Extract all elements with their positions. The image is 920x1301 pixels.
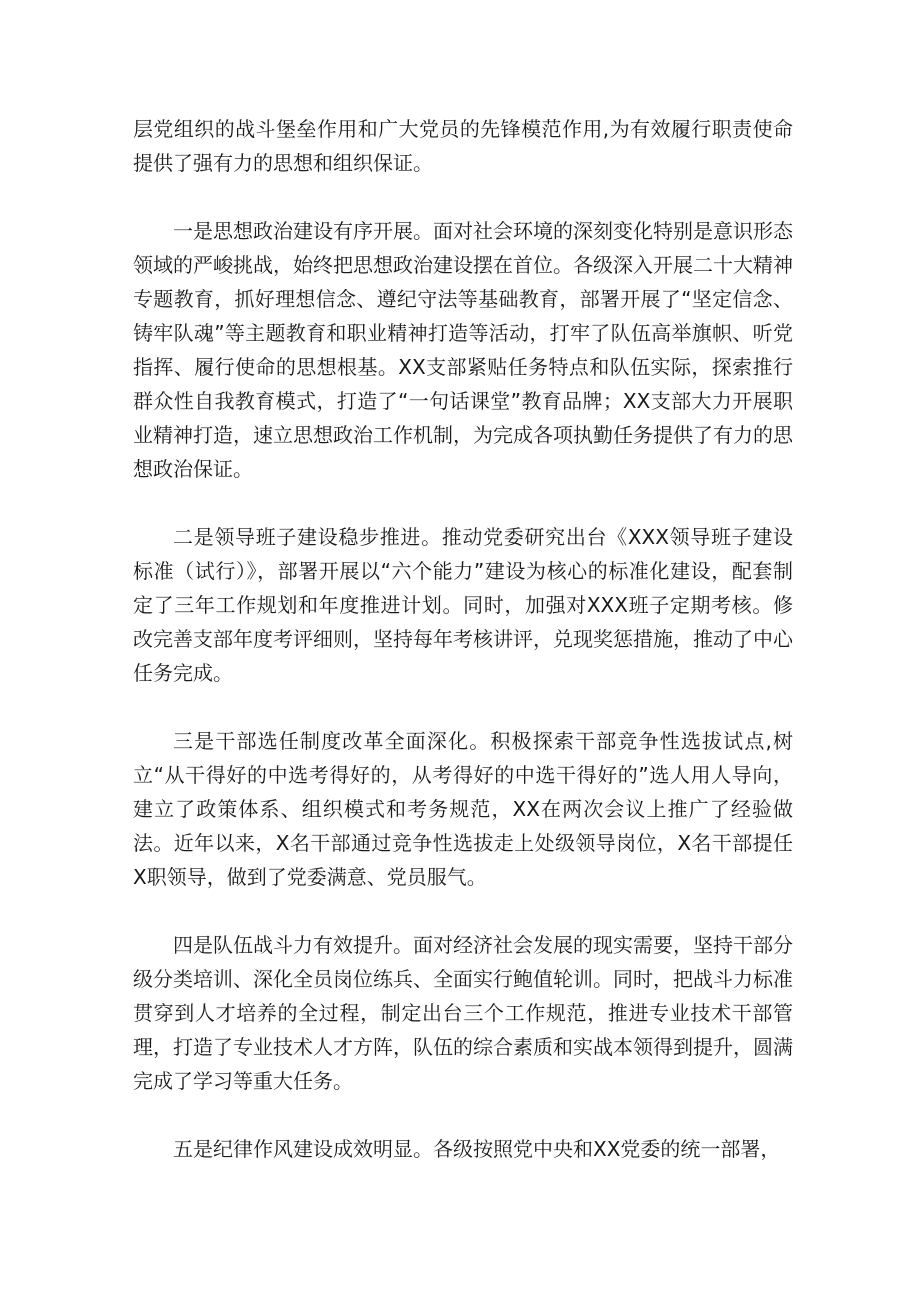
paragraph-continuation: 层党组织的战斗堡垒作用和广大党员的先锋模范作用,为有效履行职责使命提供了强有力的思想和组织保证。 (133, 117, 793, 175)
paragraph-team-capability: 四是队伍战斗力有效提升。面对经济社会发展的现实需要，坚持干部分级分类培训、深化全员岗位练兵、全面实行鲍值轮训。同时，把战斗力标准贯穿到人才培养的全过程，制定出台三个工作规范，推进专业技术干部管理，打造了专业技术人才方阵，队伍的综合素质和实战本领得到提升，圆满完成了学习等重大任务。 (133, 933, 793, 1093)
paragraph-discipline-building: 五是纪律作风建设成效明显。各级按照党中央和XX党委的统一部署， (173, 1137, 781, 1161)
paragraph-leadership-building: 二是领导班子建设稳步推进。推动党委研究出台《XXX领导班子建设标准（试行）》，部署开展以“六个能力”建设为核心的标准化建设，配套制定了三年工作规划和年度推进计划。同时，加强对XXX班子定期考核。修改完善支部年度考评细则，坚持每年考核讲评，兑现奖惩措施，推动了中心任务完成。 (133, 525, 793, 685)
paragraph-ideological-building: 一是思想政治建设有序开展。面对社会环境的深刻变化特别是意识形态领域的严峻挑战，始终把思想政治建设摆在首位。各级深入开展二十大精神专题教育，抓好理想信念、遵纪守法等基础教育，部署开展了“坚定信念、铸牢队魂”等主题教育和职业精神打造等活动，打牢了队伍高举旗帜、听党指挥、履行使命的思想根基。XX支部紧贴任务特点和队伍实际，探索推行群众性自我教育模式，打造了“一句话课堂”教育品牌；XX支部大力开展职业精神打造，速立思想政治工作机制，为完成各项执勤任务提供了有力的思想政治保证。 (133, 219, 793, 481)
paragraph-cadre-selection: 三是干部选任制度改革全面深化。积极探索干部竞争性选拔试点,树立“从干得好的中选考得好的，从考得好的中选干得好的”选人用人导向，建立了政策体系、组织模式和考务规范，XX在两次会议上推广了经验做法。近年以来，X名干部通过竞争性选拔走上处级领导岗位，X名干部提任X职领导，做到了党委满意、党员服气。 (133, 729, 793, 889)
document-body (133, 112, 793, 1200)
